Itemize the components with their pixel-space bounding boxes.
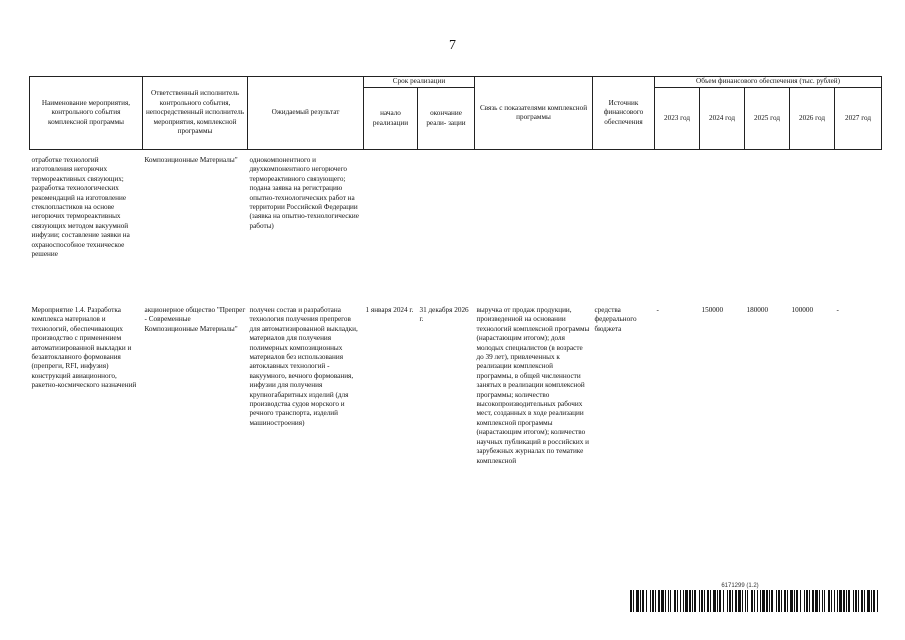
cell-name: Мероприятие 1.4. Разработка комплекса материалов и технологий, обеспечивающих производство с применением автоматизированной выкладки и безавтоклавного формования (препреги, RFI, инфузия) конструкций авиационного, ракетно-космического назначений [31,306,137,390]
cell-end [418,156,475,306]
cell-2026 [790,156,835,306]
col-header-source: Источник финансового обеспечения [593,77,655,150]
barcode-image [630,590,878,612]
cell-name: отработке технологий изготовления негорючих термореактивных связующих; разработка технологических рекомендаций на изготовление стеклопластиков на основе негорючих термореактивных связующих методом вакуумной инфузии; составление заявки на охраноспособное техническое решение [31,156,130,259]
program-activities-table [29,76,882,466]
cell-2024: 150000 [701,306,724,314]
col-header-funding: Объем финансового обеспечения (тыс. рублей) [655,77,882,88]
cell-source: средства федерального бюджета [594,306,637,333]
col-header-result: Ожидаемый результат [248,77,364,150]
cell-result: получен состав и разработана технология получения препрегов для автоматизированной выкладки, материалов для получения полимерных композиционных материалов без использования автоклавных технологий - вакуумного, вечного формования, инфузии для получения крупногабаритных изделий (для производства судов морского и речного транспорта, изделий машиностроения) [249,306,358,427]
cell-start [364,156,418,306]
col-header-period: Срок реализации [364,77,475,88]
cell-2026: 100000 [791,306,814,314]
cell-start: 1 января 2024 г. [365,306,414,314]
cell-responsible: Композиционные Материалы" [144,156,238,164]
document-stamp-code: 6171299 (1.2) [721,583,759,589]
cell-link: выручка от продаж продукции, произведенной на основании технологий комплексной программы (нарастающим итогом); доля молодых специалистов (в возрасте до 39 лет), привлеченных к реализации комплексной программы, в общей численности занятых в реализации комплексной программы; количество высокопроизводительных рабочих мест, созданных в ходе реализации комплексной программы (нарастающим итогом); количество научных публикаций в российских и зарубежных журналах по тематике комплексной [476,306,590,465]
col-header-name: Наименование мероприятия, контрольного события комплексной программы [30,77,143,150]
page-number: 7 [449,38,456,53]
cell-2023: - [656,306,659,314]
col-header-start: начало реализации [364,88,418,150]
cell-responsible: акционерное общество "Препрег - Современные Композиционные Материалы" [144,306,246,333]
col-header-link: Связь с показателями комплексной программы [475,77,593,150]
col-header-responsible: Ответственный исполнитель контрольного события, непосредственный исполнитель мероприятия, комплексной программы [143,77,248,150]
col-header-year-2025: 2025 год [745,88,790,150]
cell-source [593,156,655,306]
table-row [30,306,882,466]
col-header-end: окончание реали- зации [418,88,475,150]
cell-2027: - [836,306,839,314]
cell-2027 [835,156,882,306]
cell-end: 31 декабря 2026 г. [419,306,469,324]
header-row-1 [30,77,882,88]
col-header-year-2024: 2024 год [700,88,745,150]
col-header-year-2027: 2027 год [835,88,882,150]
col-header-year-2023: 2023 год [655,88,700,150]
cell-result: однокомпонентного и двухкомпонентного негорючего термореактивного связующего; подана заявка на регистрацию опытно-технологических работ на территории Российской Федерации (заявка на опытно-технологические работы) [249,156,359,230]
table-row [30,156,882,306]
cell-2024 [700,156,745,306]
cell-link [475,156,593,306]
cell-2025 [745,156,790,306]
cell-2023 [655,156,700,306]
cell-2025: 180000 [746,306,769,314]
col-header-year-2026: 2026 год [790,88,835,150]
